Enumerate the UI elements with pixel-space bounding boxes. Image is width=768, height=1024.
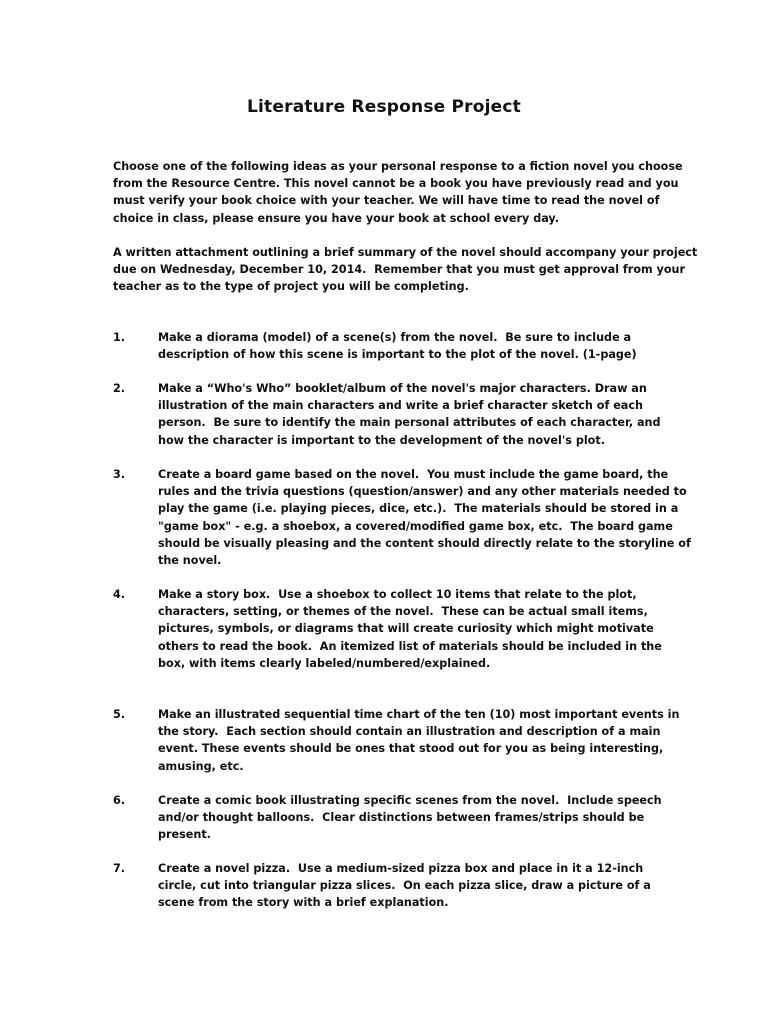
option-line: how the character is important to the development of the novel's plot. — [158, 433, 605, 447]
option-line: rules and the trivia questions (question/answer) and any other materials needed to — [158, 485, 687, 499]
intro-line: choice in class, please ensure you have your book at school every day. — [113, 211, 559, 225]
option-line: scene from the story with a brief explanation. — [158, 896, 449, 910]
option-number: 2. — [113, 382, 126, 395]
option-line: event. These events should be ones that stood out for you as being interesting, — [158, 742, 664, 756]
option-line: Make an illustrated sequential time chart of the ten (10) most important events in — [158, 708, 680, 721]
option-line: description of how this scene is important to the plot of the novel. (1-page) — [158, 348, 637, 362]
intro-line: must verify your book choice with your teacher. We will have time to read the novel of — [113, 194, 660, 208]
option-line: Make a story box. Use a shoebox to collect 10 items that relate to the plot, — [158, 588, 637, 601]
option-number: 7. — [113, 862, 126, 875]
option-line: others to read the book. An itemized list of materials should be included in the — [158, 639, 662, 653]
option-description — [158, 380, 661, 449]
option-line: characters, setting, or themes of the novel. These can be actual small items, — [158, 605, 648, 619]
page-title: Literature Response Project — [247, 97, 521, 117]
option-line: Make a diorama (model) of a scene(s) from the novel. Be sure to include a — [158, 331, 632, 344]
option-number: 1. — [113, 331, 126, 344]
option-line: play the game (i.e. playing pieces, dice, etc.). The materials should be stored in a — [158, 502, 679, 516]
option-line: present. — [158, 828, 211, 842]
intro-paragraph — [113, 158, 683, 227]
option-line: the story. Each section should contain an illustration and description of a main — [158, 725, 661, 739]
option-line: and/or thought balloons. Clear distinctions between frames/strips should be — [158, 811, 645, 825]
option-description — [158, 860, 658, 912]
option-line: Create a board game based on the novel. You must include the game board, the — [158, 468, 669, 481]
option-line: Create a comic book illustrating specific scenes from the novel. Include speech — [158, 794, 662, 807]
option-line: amusing, etc. — [158, 759, 244, 773]
attachment-paragraph — [113, 244, 698, 296]
option-number: 3. — [113, 468, 126, 481]
option-line: Create a novel pizza. Use a medium-sized pizza box and place in it a 12-inch — [158, 862, 644, 875]
option-line: person. Be sure to identify the main personal attributes of each character, and — [158, 416, 661, 430]
option-description — [158, 466, 691, 569]
option-line: the novel. — [158, 554, 222, 568]
option-description — [158, 792, 662, 844]
option-description — [158, 329, 658, 363]
attachment-line: teacher as to the type of project you will be completing. — [113, 280, 469, 294]
option-number: 4. — [113, 588, 126, 601]
option-line: Make a “Who's Who” booklet/album of the novel's major characters. Draw an — [158, 382, 647, 395]
option-line: pictures, symbols, or diagrams that will create curiosity which might motivate — [158, 622, 654, 636]
option-line: circle, cut into triangular pizza slices. On each pizza slice, draw a picture of a — [158, 879, 651, 893]
option-description — [158, 706, 680, 775]
intro-line: from the Resource Centre. This novel cannot be a book you have previously read and you — [113, 177, 679, 191]
attachment-line: A written attachment outlining a brief summary of the novel should accompany your project — [113, 246, 698, 259]
option-description — [158, 586, 662, 672]
attachment-line: due on Wednesday, December 10, 2014. Remember that you must get approval from your — [113, 263, 686, 277]
option-line: "game box" - e.g. a shoebox, a covered/modified game box, etc. The board game — [158, 519, 673, 533]
option-line: box, with items clearly labeled/numbered/explained. — [158, 656, 491, 670]
option-line: should be visually pleasing and the content should directly relate to the storyline of — [158, 536, 691, 550]
option-number: 6. — [113, 794, 126, 807]
intro-line: Choose one of the following ideas as your personal response to a fiction novel you choose — [113, 160, 683, 173]
option-line: illustration of the main characters and write a brief character sketch of each — [158, 399, 643, 413]
option-number: 5. — [113, 708, 126, 721]
